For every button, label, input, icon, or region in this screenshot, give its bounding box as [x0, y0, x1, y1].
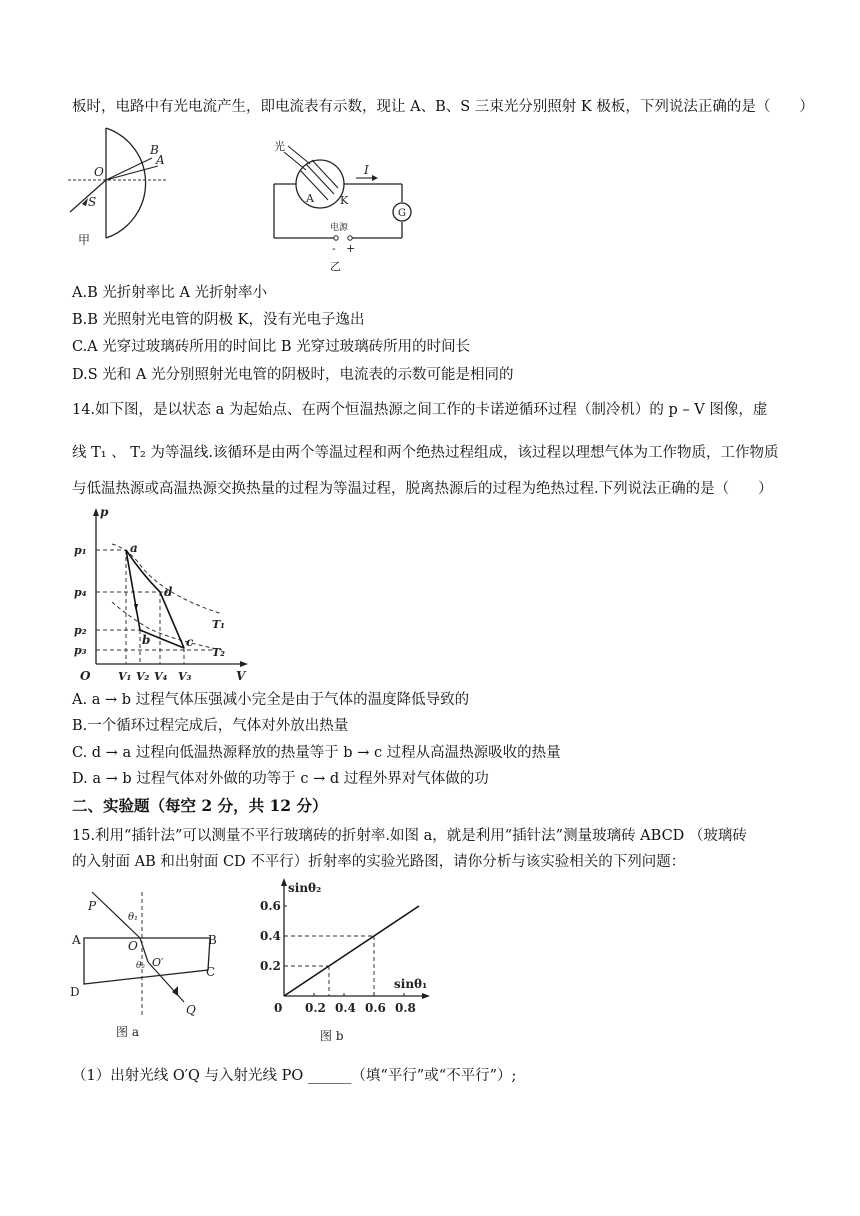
label-Q: Q: [186, 1003, 196, 1017]
label-K-electrode: K: [340, 194, 349, 207]
tick-p1: p₁: [74, 544, 87, 557]
x-tick-label: 0.6: [365, 1001, 386, 1015]
x-tick-label: 0.4: [335, 1001, 356, 1015]
chart-origin: 0: [274, 1001, 283, 1015]
y-tick-label: 0.2: [260, 959, 281, 973]
label-A-electrode: A: [306, 192, 314, 205]
q14-option-d: D. a → b 过程气体对外做的功等于 c → d 过程外界对气体做的功: [72, 771, 489, 787]
q13-option-d: D.S 光和 A 光分别照射光电管的阴极时，电流表的示数可能是相同的: [72, 367, 514, 383]
label-A-vertex: A: [72, 933, 81, 947]
x-tick-label: 0.2: [305, 1001, 326, 1015]
point-c: c: [186, 635, 194, 649]
q14-stem-line2: 线 T₁ 、 T₂ 为等温线.该循环是由两个等温过程和两个绝热过程组成，该过程以理想气体为工作物质，工作物质: [72, 445, 779, 461]
galvanometer-icon: G: [398, 208, 406, 219]
label-B-vertex: B: [208, 933, 217, 947]
figure-yi: [260, 140, 420, 272]
label-theta1: θ₁: [128, 912, 139, 923]
tick-v4: V₄: [154, 670, 168, 683]
label-C-vertex: C: [206, 965, 216, 979]
label-P: P: [88, 899, 97, 913]
q14-stem-line3: 与低温热源或高温热源交换热量的过程为等温过程，脱离热源后的过程为绝热过程.下列说法正确的是（ ）: [72, 481, 773, 497]
tick-v3: V₃: [178, 670, 192, 683]
label-power: 电源: [330, 223, 349, 233]
label-O-point: O: [128, 939, 138, 953]
y-tick-label: 0.4: [260, 929, 281, 943]
q14-option-a: A. a → b 过程气体压强减小完全是由于气体的温度降低导致的: [72, 692, 470, 708]
isotherm-t2: T₂: [212, 646, 226, 659]
origin-label: O: [80, 669, 91, 683]
tick-p3: p₃: [74, 644, 87, 657]
label-O: O: [94, 165, 104, 179]
label-B: B: [150, 143, 159, 157]
q15-subquestion-1: （1）出射光线 O′Q 与入射光线 PO ______（填“平行”或“不平行”）;: [72, 1068, 517, 1084]
caption-figure-b: 图 b: [320, 1029, 344, 1043]
figure-b-chart: [256, 876, 436, 1048]
axis-p-label: p: [100, 505, 109, 519]
tick-p4: p₄: [74, 586, 87, 599]
caption-jia: 甲: [78, 233, 91, 247]
tick-v1: V₁: [118, 670, 132, 683]
label-A: A: [156, 153, 165, 167]
q15-stem-line2: 的入射面 AB 和出射面 CD 不平行）折射率的实验光路图，请你分析与该实验相关的下列问题：: [72, 854, 686, 870]
label-light: 光: [274, 140, 285, 153]
chart-ylabel: sinθ₂: [288, 881, 322, 895]
q13-option-c: C.A 光穿过玻璃砖所用的时间比 B 光穿过玻璃砖所用的时间长: [72, 339, 471, 355]
point-a: a: [130, 541, 138, 555]
isotherm-t1: T₁: [212, 618, 226, 631]
chart-xlabel: sinθ₁: [394, 977, 428, 991]
axis-v-label: V: [236, 669, 246, 683]
tick-v2: V₂: [136, 670, 150, 683]
caption-figure-a: 图 a: [116, 1025, 139, 1039]
q14-stem-line1: 14.如下图，是以状态 a 为起始点、在两个恒温热源之间工作的卡诺逆循环过程（制冷机）的 p – V 图像，虚: [72, 402, 768, 418]
q13-option-a: A.B 光折射率比 A 光折射率小: [72, 285, 268, 301]
label-O-prime: O′: [152, 956, 164, 969]
point-b: b: [142, 633, 151, 647]
q14-option-b: B.一个循环过程完成后，气体对外放出热量: [72, 718, 349, 734]
q15-stem-line1: 15.利用“插针法”可以测量不平行玻璃砖的折射率.如图 a，就是利用“插针法”测量玻璃砖 ABCD （玻璃砖: [72, 828, 747, 844]
q14-option-c: C. d → a 过程向低温热源释放的热量等于 b → c 过程从高温热源吸收的热量: [72, 745, 561, 761]
q13-option-b: B.B 光照射光电管的阴极 K，没有光电子逸出: [72, 312, 365, 328]
label-theta2: θ₂: [136, 961, 146, 971]
q13-stem-tail: 板时，电路中有光电流产生，即电流表有示数，现让 A、B、S 三束光分别照射 K 极板，下列说法正确的是（ ）: [72, 99, 814, 115]
label-D-vertex: D: [70, 985, 80, 999]
label-current-I: I: [364, 163, 369, 177]
label-S: S: [88, 195, 97, 209]
y-tick-label: 0.6: [260, 899, 281, 913]
label-plus: +: [346, 242, 356, 255]
tick-p2: p₂: [74, 624, 87, 637]
x-tick-label: 0.8: [395, 1001, 416, 1015]
point-d: d: [164, 585, 173, 599]
figure-a-glass-block: [68, 884, 228, 1044]
figure-jia: [64, 128, 174, 248]
pv-diagram: [72, 504, 252, 686]
label-minus: -: [332, 242, 336, 255]
section-2-title: 二、实验题（每空 2 分，共 12 分）: [72, 796, 328, 815]
caption-yi: 乙: [330, 260, 341, 273]
